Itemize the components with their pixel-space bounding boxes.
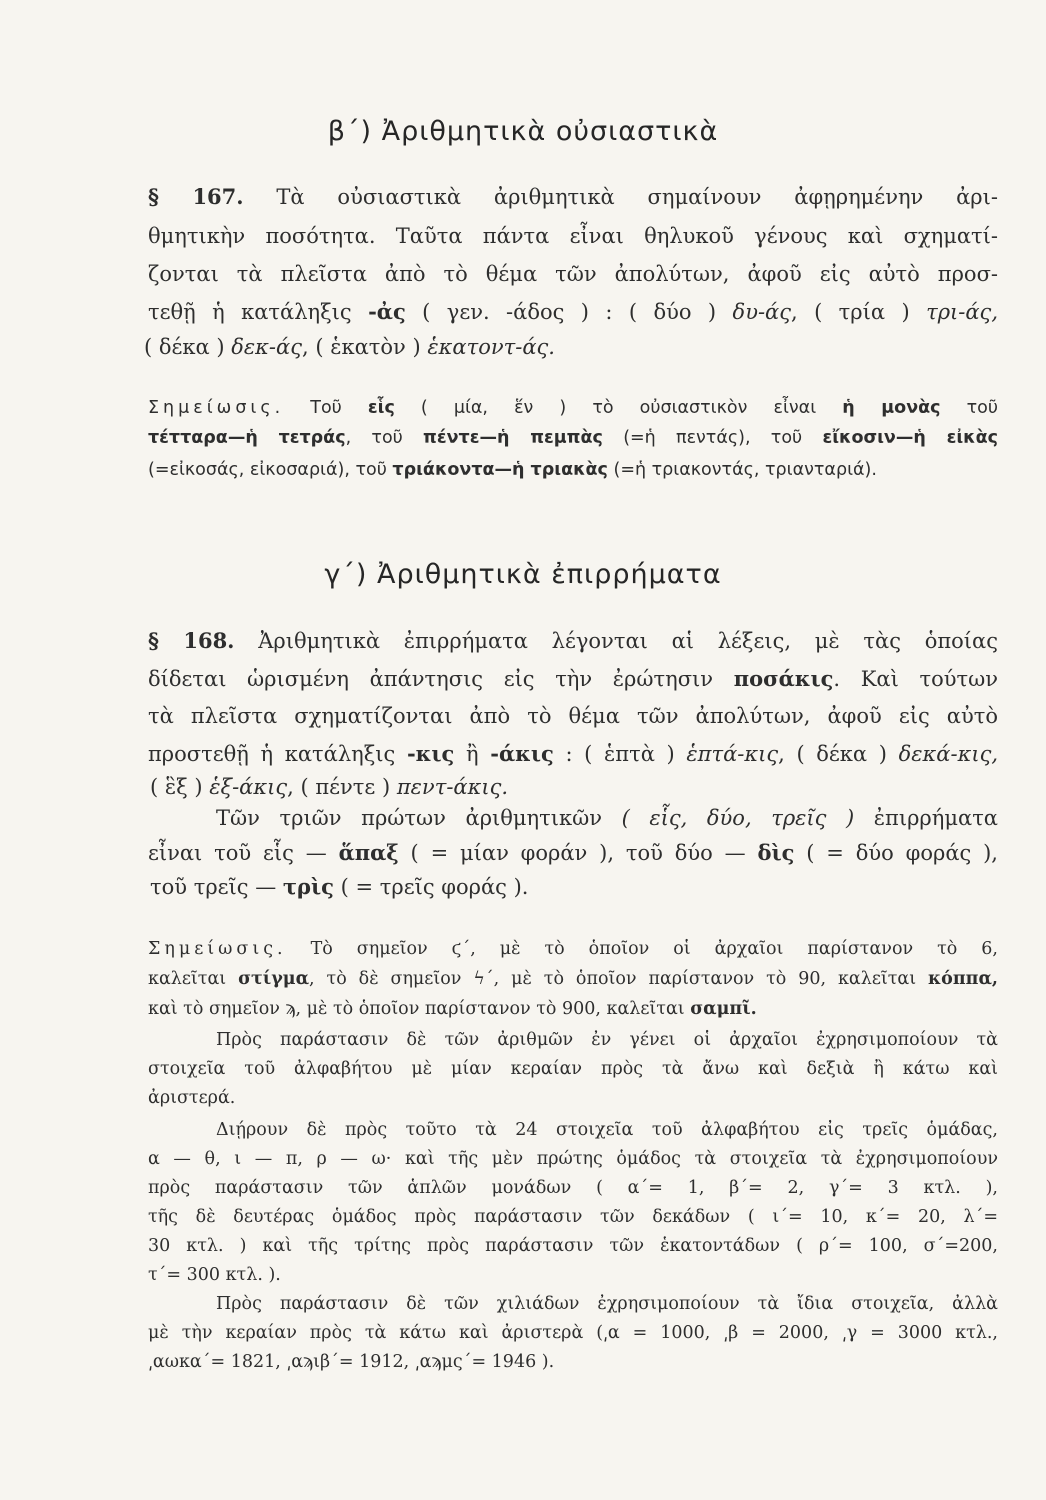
text: τοῦ τρεῖς — bbox=[150, 875, 283, 899]
term: ποσάκις bbox=[733, 666, 834, 691]
text: , ( τρία ) bbox=[791, 300, 927, 324]
note-168-p3-line-6: τ΄= 300 κτλ. ). bbox=[148, 1265, 281, 1285]
note-167-line-2 bbox=[148, 428, 998, 448]
text: τοῦ bbox=[940, 398, 998, 418]
text: Τὸ σημεῖον ϛ΄, μὲ τὸ ὁποῖον οἱ ἀρχαῖοι παρίστανον τὸ 6, bbox=[286, 939, 998, 959]
note-168-p2-line-2: στοιχεῖα τοῦ ἀλφαβήτου μὲ μίαν κεραίαν πρὸς τὰ ἄνω καὶ δεξιὰ ἢ κάτω καὶ bbox=[148, 1059, 998, 1079]
para-167-line-1 bbox=[148, 184, 998, 209]
text: καλεῖται bbox=[148, 969, 239, 989]
term: εἷς bbox=[367, 398, 395, 418]
para-168-line-8 bbox=[150, 874, 1000, 899]
term: ἅπαξ bbox=[338, 840, 399, 865]
para-168-line-6 bbox=[216, 806, 998, 830]
text: , τὸ δὲ σημεῖον ϟ΄, μὲ τὸ ὁποῖον παρίστανον τὸ 90, καλεῖται bbox=[309, 969, 929, 989]
text: (=ἡ τριακοντάς, τριανταριά). bbox=[607, 460, 877, 480]
para-168-line-3: τὰ πλεῖστα σχηματίζονται ἀπὸ τὸ θέμα τῶν ἀπολύτων, ἀφοῦ εἰς αὐτὸ bbox=[148, 704, 998, 728]
para-167-line-4 bbox=[148, 299, 998, 324]
ending: -άκις bbox=[490, 741, 554, 766]
term: πέντε—ἡ πεμπὰς bbox=[423, 428, 603, 448]
text: ( = μίαν φοράν ), τοῦ δύο — bbox=[398, 841, 758, 865]
term: εἴκοσιν—ἡ εἰκὰς bbox=[822, 428, 998, 448]
term: τέτταρα—ἡ τετράς bbox=[148, 428, 346, 448]
note-168-p3-line-5: 30 κτλ. ) καὶ τῆς τρίτης πρὸς παράστασιν τῶν ἑκατοντάδων ( ρ΄= 100, σ΄=200, bbox=[148, 1236, 998, 1256]
note-168-p3-line-4: τῆς δὲ δευτέρας ὁμάδος πρὸς παράστασιν τῶν δεκάδων ( ι΄= 10, κ΄= 20, λ΄= bbox=[148, 1207, 998, 1227]
text: ( = δύο φοράς ), bbox=[794, 841, 998, 865]
ending: -ἀς bbox=[368, 299, 406, 324]
example: ἑξ-άκις bbox=[209, 775, 288, 799]
text: εἶναι τοῦ εἷς — bbox=[148, 841, 339, 865]
text: ( μία, ἕν ) τὸ οὐσιαστικὸν εἶναι bbox=[394, 398, 843, 418]
text: , ( ἑκατὸν ) bbox=[301, 335, 428, 359]
note-168-line-1 bbox=[148, 939, 998, 959]
para-168-line-1 bbox=[148, 628, 998, 653]
paragraph-number: § 167. bbox=[148, 184, 244, 209]
example: τρι-άς, bbox=[926, 300, 998, 324]
text: ( = τρεῖς φοράς ). bbox=[333, 875, 529, 899]
example: δεκά-κις, bbox=[898, 742, 999, 766]
ending: -κις bbox=[406, 741, 455, 766]
example: πεντ-άκις. bbox=[396, 775, 509, 799]
text: Ἀριθμητικὰ ἐπιρρήματα λέγονται αἱ λέξεις, μὲ τὰς ὁποίας bbox=[234, 629, 998, 653]
text: ἢ bbox=[454, 742, 491, 766]
note-label: Σημείωσις. bbox=[148, 939, 287, 959]
para-167-line-5 bbox=[144, 335, 994, 359]
text: τεθῇ ἡ κατάληξις bbox=[148, 300, 369, 324]
note-label: Σημείωσις. bbox=[148, 398, 285, 418]
text: (=εἰκοσάς, εἰκοσαριά), τοῦ bbox=[148, 460, 393, 480]
text: ( ἓξ ) bbox=[150, 775, 210, 799]
note-167-line-3 bbox=[148, 460, 998, 480]
note-168-line-2 bbox=[148, 969, 998, 989]
term: τρὶς bbox=[282, 874, 334, 899]
text: ( δέκα ) bbox=[144, 335, 232, 359]
text: . Καὶ τούτων bbox=[833, 667, 998, 691]
text: προστεθῇ ἡ κατάληξις bbox=[148, 742, 407, 766]
text: ἐπιρρήματα bbox=[854, 806, 998, 830]
term: δὶς bbox=[757, 840, 795, 865]
text: : ( ἑπτὰ ) bbox=[553, 742, 687, 766]
text: (=ἡ πεντάς), τοῦ bbox=[602, 428, 823, 448]
example: ( εἷς, δύο, τρεῖς ) bbox=[621, 806, 855, 830]
text: δίδεται ὡρισμένη ἀπάντησις εἰς τὴν ἐρώτησιν bbox=[148, 667, 734, 691]
note-168-p4-line-1: Πρὸς παράστασιν δὲ τῶν χιλιάδων ἐχρησιμοποίουν τὰ ἴδια στοιχεῖα, ἀλλὰ bbox=[216, 1294, 998, 1314]
para-168-line-7 bbox=[148, 840, 998, 865]
example: ἑπτά-κις bbox=[686, 742, 779, 766]
note-168-p4-line-2: μὲ τὴν κεραίαν πρὸς τὰ κάτω καὶ ἀριστερὰ (͵α = 1000, ͵β = 2000, ͵γ = 3000 κτλ., bbox=[148, 1323, 998, 1343]
note-168-p2-line-1: Πρὸς παράστασιν δὲ τῶν ἀριθμῶν ἐν γένει οἱ ἀρχαῖοι ἐχρησιμοποίουν τὰ bbox=[216, 1030, 998, 1050]
example: δυ-άς bbox=[732, 300, 791, 324]
text: Τοῦ bbox=[284, 398, 368, 418]
note-168-p4-line-3: ͵αωκα΄= 1821, ͵αϡιβ΄= 1912, ͵αϡμς΄= 1946 ). bbox=[148, 1352, 555, 1372]
text: Τῶν τριῶν πρώτων ἀριθμητικῶν bbox=[216, 806, 622, 830]
text: , τοῦ bbox=[345, 428, 424, 448]
term: στίγμα bbox=[238, 969, 310, 989]
note-168-p3-line-3: πρὸς παράστασιν τῶν ἁπλῶν μονάδων ( α΄= 1, β΄= 2, γ΄= 3 κτλ. ), bbox=[148, 1178, 998, 1198]
term: σαμπῖ. bbox=[690, 999, 757, 1019]
para-168-line-5 bbox=[150, 775, 1000, 799]
example: ἑκατοντ-άς. bbox=[427, 335, 555, 359]
para-167-line-2: θμητικὴν ποσότητα. Ταῦτα πάντα εἶναι θηλυκοῦ γένους καὶ σχηματί- bbox=[148, 224, 998, 248]
section-heading-adverbs: γ΄) Ἀριθμητικὰ ἐπιρρήματα bbox=[324, 559, 722, 590]
note-168-p3-line-1: Διῄρουν δὲ πρὸς τοῦτο τὰ 24 στοιχεῖα τοῦ ἀλφαβήτου εἰς τρεῖς ὁμάδας, bbox=[216, 1120, 998, 1140]
note-168-p3-line-2: α — θ, ι — π, ρ — ω· καὶ τῆς μὲν πρώτης ὁμάδος τὰ στοιχεῖα τὰ ἐχρησιμοποίουν bbox=[148, 1149, 998, 1169]
para-167-line-3: ζονται τὰ πλεῖστα ἀπὸ τὸ θέμα τῶν ἀπολύτων, ἀφοῦ εἰς αὐτὸ προσ- bbox=[148, 262, 998, 286]
para-168-line-4 bbox=[148, 741, 998, 766]
note-168-line-3 bbox=[148, 999, 998, 1019]
section-heading-nouns: β΄) Ἀριθμητικὰ οὐσιαστικὰ bbox=[327, 116, 719, 147]
para-168-line-2 bbox=[148, 666, 998, 691]
text: ( γεν. -άδος ) : ( δύο ) bbox=[405, 300, 733, 324]
text: , ( πέντε ) bbox=[287, 775, 397, 799]
term: κόππα, bbox=[928, 969, 998, 989]
note-167-line-1 bbox=[148, 398, 998, 418]
text: , ( δέκα ) bbox=[778, 742, 899, 766]
example: δεκ-άς bbox=[231, 335, 302, 359]
text: Τὰ οὐσιαστικὰ ἀριθμητικὰ σημαίνουν ἀφῃρημένην ἀρι- bbox=[243, 185, 998, 209]
note-168-p2-line-3: ἀριστερά. bbox=[148, 1088, 236, 1108]
term: τριάκοντα—ἡ τριακὰς bbox=[392, 460, 608, 480]
term: ἡ μονὰς bbox=[842, 398, 941, 418]
paragraph-number: § 168. bbox=[148, 628, 235, 653]
text: καὶ τὸ σημεῖον ϡ, μὲ τὸ ὁποῖον παρίστανον τὸ 900, καλεῖται bbox=[148, 999, 691, 1019]
